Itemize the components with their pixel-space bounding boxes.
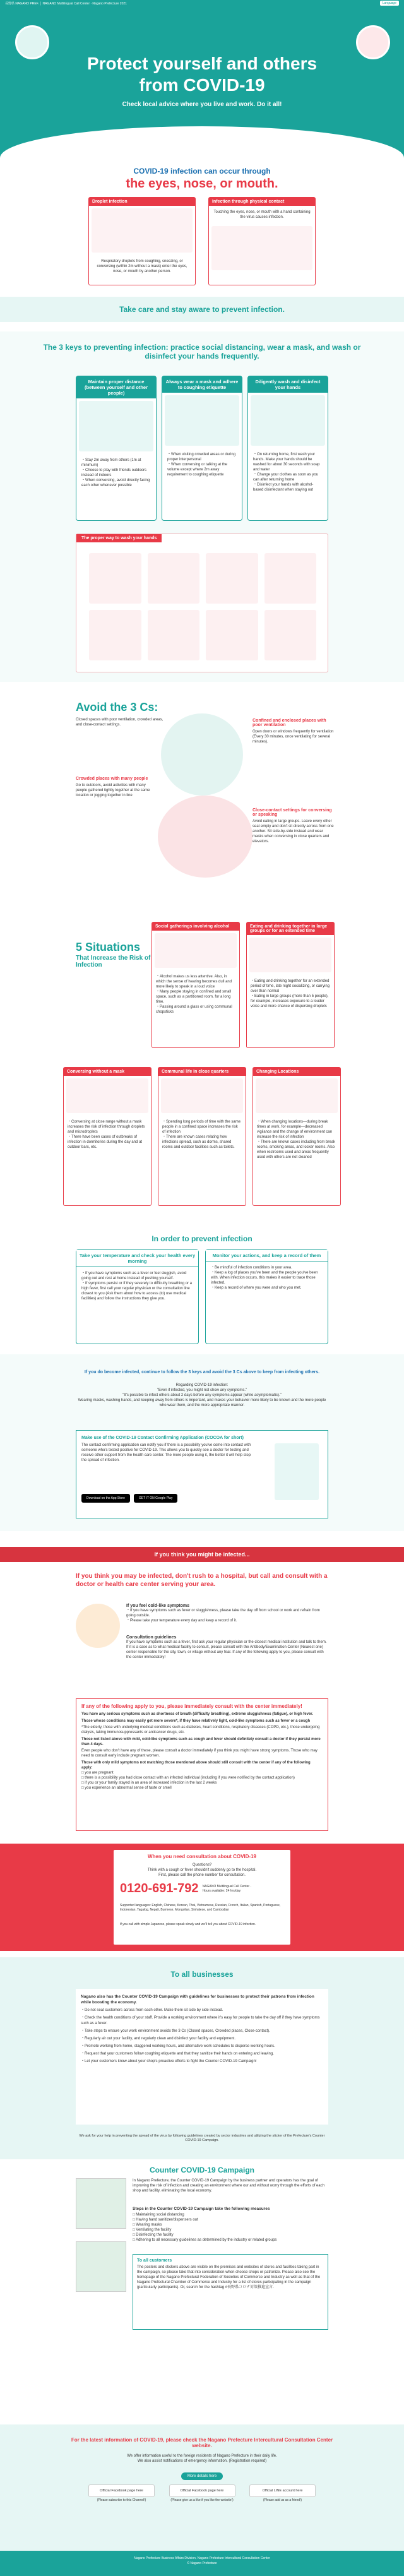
- customers-box: [133, 2254, 328, 2330]
- campaign-sticker: [76, 2241, 126, 2292]
- facebook-link-label: Official Facebook page here: [169, 2484, 235, 2497]
- business-item: ・Do not seat customers across from each other. Make them sit side by side instead.: [81, 2008, 223, 2012]
- contact-body-line: We also assist notifications of emergency information. (Registration required): [137, 2459, 267, 2463]
- infected-band: [0, 1547, 404, 1562]
- handwash-step-illustration: [148, 610, 200, 660]
- prevent-title: In order to prevent infection: [152, 1234, 252, 1243]
- apply-note: *The elderly, those with underlying medical conditions such as diabetes, heart conditions, respiratory diseases (COPD, etc.), those undergoing dialysis, taking immunosuppressants or anticancer drugs, etc.: [81, 1726, 320, 1734]
- contact-section: [0, 2424, 404, 2551]
- call-center-feedback: If you call with simple Japanese, please speak slowly and we'll tell you about COVID-19 infection.: [120, 1923, 256, 1926]
- campaign-title: Counter COVID-19 Campaign: [149, 2166, 255, 2174]
- cold-symptoms-text: ・If you have symptoms such as fever or sluggishness, please take the day off from school or work and refrain from going outside. ・Please take your temperature every day and keep a record of it.: [126, 1609, 320, 1623]
- temperature-card: [76, 1249, 199, 1344]
- handwash-step-illustration: [264, 553, 317, 604]
- situation-1-illustration: [155, 933, 237, 968]
- call-center-sub-line: Think with a cough or fever shouldn't suddenly go to the hospital.: [147, 1868, 257, 1872]
- handwash-step-grid: [89, 553, 316, 660]
- business-item: ・Take steps to ensure your work environment avoids the 3 Cs (Closed spaces, Crowded places, Close-contact).: [81, 2029, 270, 2033]
- infected-band-title: If you think you might be infected...: [154, 1551, 250, 1558]
- situation-5-illustration: [256, 1078, 338, 1113]
- hero-title: Protect yourself and others from COVID-19: [86, 54, 318, 95]
- droplet-heading: Droplet infection: [89, 198, 195, 206]
- three-cs-section: [0, 688, 404, 915]
- take-care-band: [0, 297, 404, 322]
- business-section: [0, 1957, 404, 2159]
- campaign-step: □ Ventilating the facility: [133, 2228, 172, 2232]
- campaign-step: □ Adhering to all necessary guidelines as determined by the industry or related groups: [133, 2238, 277, 2242]
- contact-body: [63, 2454, 341, 2464]
- apply-option: □ there is a possibility you had close contact with an infected individual (including if you were notified by the contact application): [81, 1776, 295, 1780]
- social-links: [88, 2484, 316, 2502]
- infected-lead: If you think you may be infected, don't rush to a hospital, but call and consult with a doctor or health care center serving your area.: [76, 1573, 328, 1588]
- apply-item: Those not listed above with mild, cold-like symptoms such as cough and fever should definitely consult a doctor if they persist more than 4 days.: [81, 1738, 321, 1746]
- campaign-steps-heading: Steps in the Counter COVID-19 Campaign take the following measures: [133, 2207, 270, 2211]
- monitor-heading: Monitor your actions, and keep a record of them: [206, 1250, 328, 1261]
- cold-symptoms-block: [126, 1604, 328, 1623]
- key-distance-text: ・Stay 2m away from others (1m at minimum) ・Choose to play with friends outdoors instead of indoors ・When conversing, avoid directly facing each other whenever possible: [81, 458, 150, 487]
- handwash-step-illustration: [206, 610, 258, 660]
- campaign-section: [0, 2159, 404, 2424]
- droplet-illustration: [92, 208, 193, 253]
- footer-line: Nagano Prefecture Business Affairs Division, Nagano Prefecture Intercultural Consultation Center: [134, 2556, 270, 2560]
- handwash-illustration: [251, 395, 325, 446]
- closed-spaces-heading: Confined and enclosed places with poor ventilation: [252, 719, 326, 727]
- quote-line: Wearing masks, washing hands, and keeping away from others is important, and makes your behavior more likely to be known and the more people who wear them, and the more appropriate manner.: [78, 1398, 326, 1407]
- key-mask-card: [162, 376, 242, 521]
- apply-option: □ if you or your family stayed in an area of increased infection in the last 2 weeks: [81, 1781, 217, 1785]
- apply-heading: If any of the following apply to you, please immediately consult with the center immediately!: [81, 1703, 302, 1709]
- apply-option: □ you are pregnant: [81, 1771, 114, 1775]
- three-keys-section: [0, 331, 404, 682]
- closed-spaces-text: Open doors or windows frequently for ventilation (Every 30 minutes, once ventilating for several minutes).: [252, 730, 334, 744]
- infection-section: [0, 158, 404, 297]
- business-note: We ask for your help in preventing the spread of the virus by following guidelines created by sector industries and utilizing the sticker of the Prefecture's Counter COVID-19 Campaign.: [79, 2134, 325, 2142]
- handwash-title: The proper way to wash your hands: [76, 534, 162, 542]
- business-item: ・Let your customers know about your shop's proactive efforts to fight the Counter COVID-19 Campaign!: [81, 2060, 257, 2063]
- key-distance-heading: Maintain proper distance (between yourself and other people): [76, 376, 156, 398]
- facebook-link-label: Official Facebook page here: [88, 2484, 155, 2497]
- close-contact-block: [252, 808, 335, 844]
- business-item: ・Request that your customers follow coughing etiquette and that they sanitize their hands on entering and leaving.: [81, 2052, 274, 2056]
- facebook-link-sub: (Please give us a like if you like the website!): [170, 2498, 234, 2502]
- three-cs-title: Avoid the 3 Cs:: [76, 701, 158, 713]
- situation-4-illustration: [161, 1078, 243, 1113]
- apply-box: [76, 1698, 328, 1831]
- situation-3-text: ・Conversing at close range without a mask increases the risk of infection through droplets and microdroplets ・There have been cases of outbreaks of infection in dormitories during the day and at outdoor bars, etc.: [68, 1120, 145, 1149]
- three-cs-diagram: [161, 713, 243, 796]
- key-hands-heading: Diligently wash and disinfect your hands: [248, 376, 328, 393]
- mask-illustration: [165, 395, 239, 446]
- cocoa-box: [76, 1430, 328, 1518]
- key-distance-card: [76, 376, 157, 521]
- call-center-sub-line: Questions?: [192, 1863, 212, 1867]
- campaign-step: □ Wearing masks: [133, 2223, 162, 2227]
- consultation-heading: Consultation guidelines: [126, 1635, 177, 1640]
- phone-note: NAGANO Multilingual Call Center · Hours available: 24 hrs/day: [202, 1884, 252, 1893]
- handwash-steps: [76, 534, 328, 672]
- keys-title: The 3 keys to preventing infection: practice social distancing, wear a mask, and wash or disinfect your hands frequently.: [43, 343, 361, 361]
- temperature-text: ・If you have symptoms such as a fever or feel sluggish, avoid going out and rest at home instead of pushing yourself. ・If symptoms persist or if they severely to difficulty breathing or a high fever, first call your regular physician or the consultation line closest to you (Ask them about how to access (to) use medical facilities) and follow the instructions they give you.: [81, 1272, 192, 1301]
- facebook-link-sub: (Please subscribe to this Channel!): [97, 2498, 146, 2502]
- line-link-label: Official LINE account here: [249, 2484, 316, 2497]
- droplet-text: Respiratory droplets from coughing, sneezing, or conversing (within 2m without a mask) enter the eyes, nose, or mouth by another person.: [97, 259, 187, 273]
- closed-spaces-block: [252, 719, 335, 744]
- business-lead: Nagano also has the Counter COVID-19 Campaign with guidelines for businesses to protect their patrons from infection while boosting the economy.: [81, 1995, 314, 2005]
- situation-2-card: [246, 922, 335, 1048]
- business-title: To all businesses: [170, 1970, 234, 1979]
- apply-item: Those whose conditions may easily get more severe*, if they have relatively light, cold-like symptoms such as fever or a cough: [81, 1719, 311, 1723]
- store-buttons: [81, 1494, 177, 1503]
- monitor-text: ・Be mindful of infection conditions in your area. ・Keep a log of places you've been and the people you've been with. When infection occurs, this makes it easier to trace those infected. ・Keep a record of where you were and who you met.: [211, 1266, 318, 1290]
- business-item: ・Check the health conditions of your staff. Provide a working environment where it's easy for people to take the day off if they have symptoms such as a fever.: [81, 2016, 320, 2025]
- distance-illustration: [79, 401, 153, 451]
- situation-4-text: ・Spending long periods of time with the same people in a confined space increases the risk of infection ・There are known cases relating how infections spread, such as dorms, shared rooms and outdoor facilities such as toilets.: [162, 1120, 241, 1149]
- infection-intro: COVID-19 infection can occur through: [133, 167, 271, 176]
- situation-1-text: ・Alcohol makes us less attentive. Also, in which the sense of hearing becomes dull and more likely to speak in a loud voice ・Many people staying in confined and small space, such as a partitioned room, for a long time. ・Passing around a glass or using communal chopsticks: [156, 975, 232, 1014]
- campaign-step: □ Having hand sanitizer/dispensers out: [133, 2218, 198, 2222]
- situation-4-heading: Communal life in close quarters: [158, 1068, 246, 1076]
- campaign-poster: [76, 2178, 126, 2229]
- crowded-heading: Crowded places with many people: [76, 777, 148, 781]
- situations-title: 5 Situations: [76, 941, 141, 953]
- situation-1-heading: Social gatherings involving alcohol: [152, 922, 239, 931]
- five-situations-section: [0, 915, 404, 1282]
- campaign-step: □ Disinfecting the facility: [133, 2233, 174, 2237]
- apply-option: □ you experience an abnormal sense of taste or smell: [81, 1786, 172, 1790]
- key-mask-text: ・When visiting crowded areas or during proper interpersonal ・When conversing or talking at the volume except where 2m away requirement to coughing etiquette: [167, 453, 236, 477]
- hero-subtitle: Check local advice where you live and work. Do it all!: [122, 101, 282, 108]
- prevent-section: [0, 1228, 404, 1354]
- call-center-sub: [0, 1863, 404, 1878]
- contact-heading: Infection through physical contact: [209, 198, 315, 206]
- contact-text: Touching the eyes, nose, or mouth with a hand containing the virus causes infection.: [213, 210, 311, 219]
- quote-line: "It's possible to infect others about 2 days before any symptoms appear (while asymptomatic).": [122, 1393, 282, 1397]
- patient-illustration: [76, 1604, 120, 1648]
- call-center-band: [0, 1844, 404, 1951]
- apply-item: Even people who don't have any of these, please consult a doctor immediately if you think you might have strong symptoms. Those who may need to consult early include pregnant women.: [81, 1749, 318, 1758]
- customers-heading: To all customers: [137, 2258, 172, 2263]
- situation-5-heading: Changing Locations: [253, 1068, 340, 1076]
- key-hands-card: [247, 376, 328, 521]
- crowded-block: [76, 777, 158, 798]
- situation-2-text: ・Eating and drinking together for an extended period of time, late night socializing, or carrying over than normal ・Eating in large groups (more than 5 people), for example, increases exposure to a louder voice and more chance of dispersing droplets: [251, 979, 330, 1008]
- site-title: 長野県 NAGANO PREF. │ NAGANO Multilingual Call Center · Nagano Prefecture 2021: [5, 1, 127, 6]
- campaign-lead: In Nagano Prefecture, the Counter COVID-19 Campaign by the business partner and operators has the goal of improving the risk of infection and creating an environment where our and without worry through the efforts of each shop and facility, eliminating the local economy.: [133, 2179, 325, 2193]
- business-item: ・Promote working from home, staggered working hours, and alternative work schedules to disperse working hours.: [81, 2044, 275, 2048]
- phone-row: [120, 1881, 259, 1896]
- crowd-illustration: [158, 796, 252, 878]
- key-mask-heading: Always wear a mask and adhere to coughing etiquette: [162, 376, 242, 393]
- campaign-step: □ Maintaining social distancing: [133, 2213, 184, 2217]
- temperature-heading: Take your temperature and check your health every morning: [76, 1250, 198, 1267]
- contact-illustration: [211, 226, 312, 270]
- cocoa-text: The contact confirming application can notify you if there is a possibility you've come into contact with someone who's tested positive for COVID-19. This allows you to quickly see a doctor for testing and receive other support from the health care center. The more people using it, the better it will help stop the spread of infection.: [81, 1443, 251, 1462]
- droplet-card: [88, 197, 196, 285]
- app-head: If you do become infected, continue to follow the 3 keys and avoid the 3 Cs above to keep from infecting others.: [84, 1370, 320, 1374]
- situation-2-heading: Eating and drinking together in large groups or for an extended time: [247, 922, 334, 935]
- call-center-heading: When you need consultation about COVID-19: [147, 1854, 256, 1859]
- phone-illustration: [275, 1443, 319, 1500]
- situation-4-card: [158, 1067, 246, 1206]
- monitor-card: [205, 1249, 328, 1344]
- phone-number[interactable]: 0120-691-792: [120, 1881, 199, 1895]
- business-items: [81, 2008, 323, 2065]
- line-link-sub: (Please add us as a friend!): [263, 2498, 302, 2502]
- close-contact-text: Avoid eating in large groups. Leave every other seat empty and don't sit directly across from one another. Sit side-by-side instead and wear masks when conversing in close quarters and elevators.: [252, 820, 334, 844]
- more-details-button[interactable]: More details here: [181, 2472, 223, 2480]
- cocoa-section: [0, 1354, 404, 1531]
- footer-copyright: © Nagano Prefecture: [187, 2561, 217, 2565]
- quote-line: Regarding COVID-19 infection:: [175, 1383, 229, 1387]
- call-center-sub-line: First, please call the phone number for consultation.: [158, 1873, 246, 1877]
- google-play-button[interactable]: GET IT ON Google Play: [134, 1494, 177, 1503]
- three-cs-lead: Closed spaces with poor ventilation, crowded areas, and close-contact settings.: [76, 718, 163, 727]
- quote-line: "Even if infected, you might not show any symptoms.": [157, 1388, 247, 1392]
- top-bar: [0, 0, 404, 6]
- close-contact-heading: Close-contact settings for conversing or speaking: [252, 808, 332, 817]
- contact-body-line: We offer information useful to the foreign residents of Nagano Prefecture in their daily life.: [127, 2454, 277, 2458]
- facebook-link-1[interactable]: [88, 2484, 155, 2502]
- key-hands-text: ・On returning home, first wash your hands. Make your hands should be washed for about 30 seconds with soap and water ・Change your clothes as soon as you can after returning home ・Disinfect your hands with alcohol-based disinfectant when staying out: [253, 453, 320, 492]
- app-store-button[interactable]: Download on the App Store: [81, 1494, 130, 1503]
- handwash-step-illustration: [89, 553, 141, 604]
- customers-text: The posters and stickers above are visible on the premises and websites of stores and facilities taking part in the campaign, so please take that into consideration when choose shops or patronize. Please also see the homepage of the Nagano Prefectural Federation of Societies of Commerce and Industry as well as that of the Nagano Prefectural Chamber of Commerce and Industry for a list of stores participating in the campaign (particularly participants). Or, search for the hashtag #長野県コロナ対策推進宣言.: [137, 2265, 321, 2289]
- situation-2-illustration: [249, 938, 331, 972]
- situation-5-card: [252, 1067, 341, 1206]
- situation-3-card: [63, 1067, 152, 1206]
- handwash-step-illustration: [148, 553, 200, 604]
- handwash-step-illustration: [206, 553, 258, 604]
- cocoa-heading: Make use of the COVID-19 Contact Confirming Application (COCOA for short): [81, 1436, 244, 1440]
- cold-symptoms-heading: If you feel cold-like symptoms: [126, 1604, 189, 1608]
- line-link[interactable]: [249, 2484, 316, 2502]
- situation-1-card: [152, 922, 240, 1048]
- campaign-step-list: [133, 2212, 328, 2243]
- language-button[interactable]: Language: [380, 1, 399, 6]
- situation-3-heading: Conversing without a mask: [64, 1068, 151, 1076]
- situation-3-illustration: [66, 1078, 148, 1113]
- supported-languages: Supported languages: English, Chinese, Korean, Thai, Vietnamese, Russian, French, Italian, Spanish, Portuguese, Indonesian, Tagalog, Nepali, Burmese, Mongolian, Sinhalese, and Cambodian: [120, 1904, 281, 1912]
- handwash-step-illustration: [264, 610, 317, 660]
- consultation-block: [126, 1635, 328, 1660]
- crowded-text: Go to outdoors, avoid activities with many people gathered tightly together at the same location or jogging together in line: [76, 784, 150, 797]
- footer: [0, 2551, 404, 2576]
- quote-block: [76, 1383, 328, 1408]
- take-care-text: Take care and stay aware to prevent infection.: [119, 305, 285, 314]
- business-item: ・Regularly air out your facility, and regularly clean and disinfect your facility and equipment.: [81, 2037, 236, 2041]
- campaign-steps: [133, 2207, 328, 2243]
- infection-intro-big: the eyes, nose, or mouth.: [126, 177, 278, 191]
- consultation-text: If you have symptoms such as a fever, first ask your regular physician or the closest medical institution and talk to them. If it is a case as to what medical facility to consult, please consult with the Antibody/Examination Center (Nearest one) center responsible for the city, town, or village without any fear. If any of the following apply to you, please consult with the center immediately!: [126, 1640, 327, 1659]
- facebook-link-2[interactable]: [169, 2484, 235, 2502]
- more-details-wrap: [0, 2469, 404, 2480]
- situation-5-text: ・When changing locations—during break times at work, for example—decreased vigilance and the change of environment can increase the risk of infection ・There are known cases including from break rooms, smoking areas, and locker rooms. Also when restrooms used and areas frequently used with others are not cleaned: [257, 1120, 336, 1159]
- handwash-step-illustration: [89, 610, 141, 660]
- contact-card: [208, 197, 316, 285]
- contact-title: For the latest information of COVID-19, please check the Nagano Prefecture Intercultural Consultation Center website.: [71, 2437, 333, 2448]
- business-box: [76, 1989, 328, 2125]
- apply-item: Those with only mild symptoms not matching those mentioned above should still consult with the center if any of the following apply:: [81, 1761, 311, 1770]
- situations-subtitle: That Increase the Risk of Infection: [76, 955, 151, 969]
- hero: [0, 6, 404, 158]
- apply-item: You have any serious symptoms such as shortness of breath (difficulty breathing), extreme sluggishness (fatigue), or high fever.: [81, 1712, 313, 1716]
